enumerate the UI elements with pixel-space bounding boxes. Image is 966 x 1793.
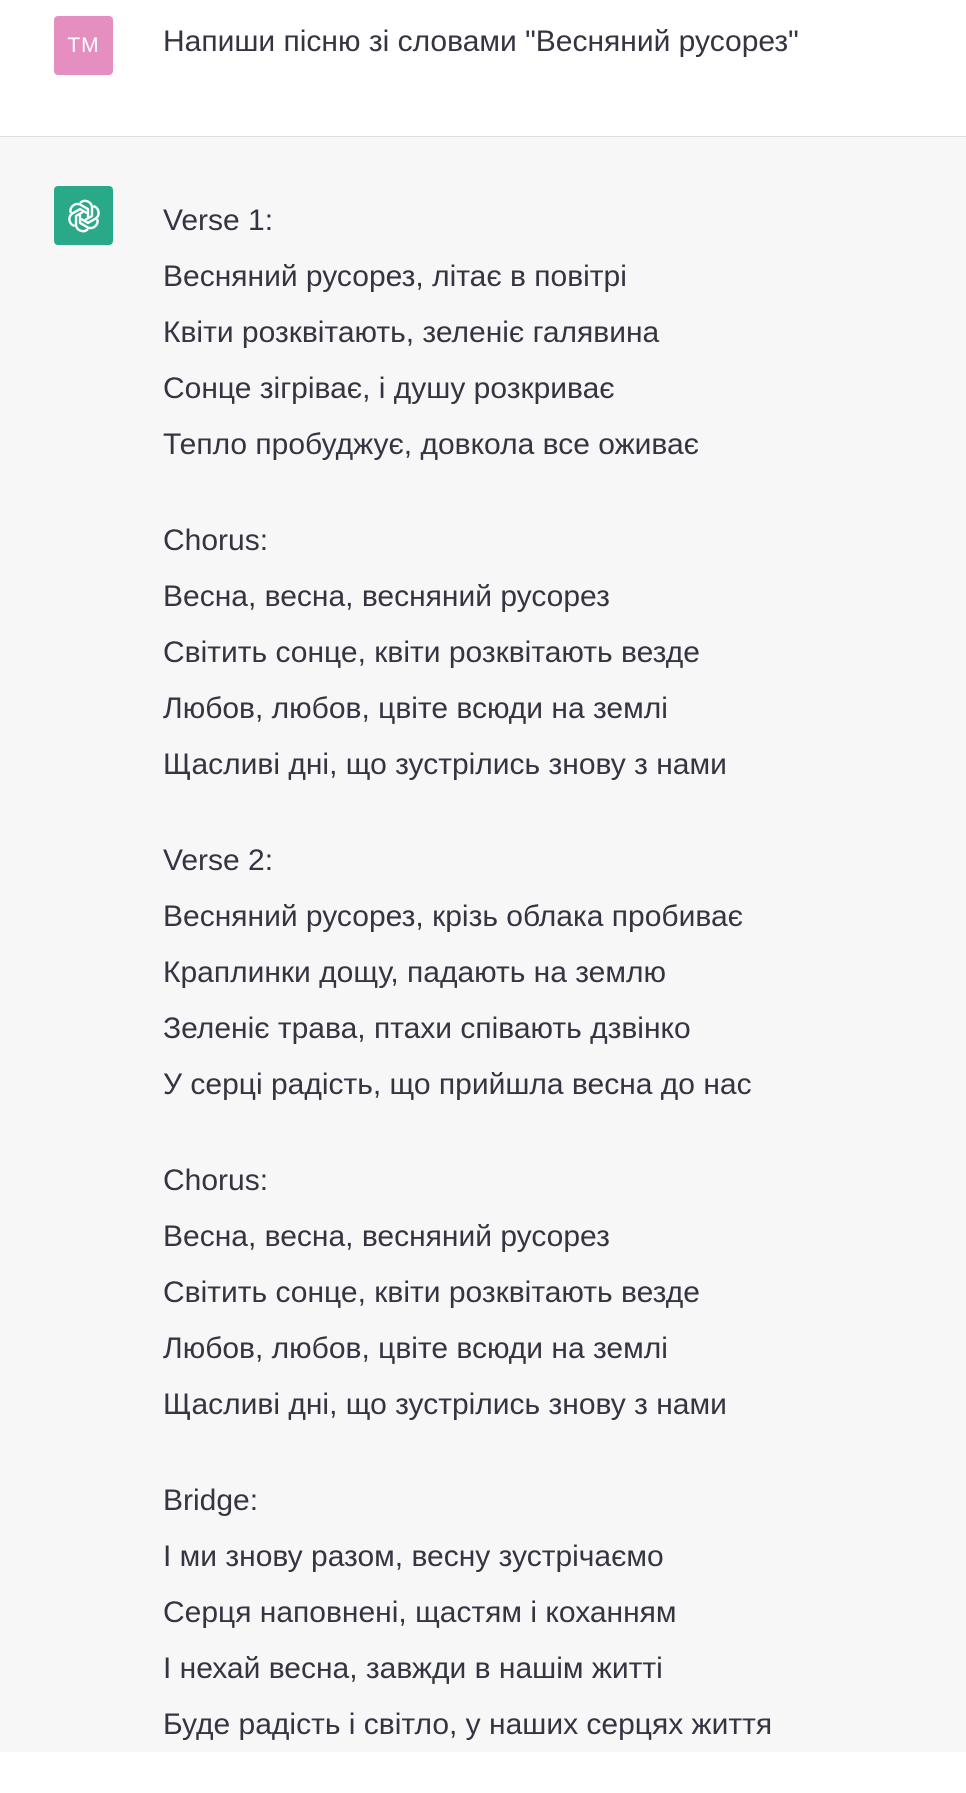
stanza-label: Chorus: [163,524,269,557]
lyric-line: Краплинки дощу, падають на землю [163,956,666,989]
lyric-line: Весняний русорез, літає в повітрі [163,260,627,293]
lyric-line: Світить сонце, квіти розквітають везде [163,636,700,669]
lyric-line: Весняний русорез, крізь облака пробиває [163,900,743,933]
stanza-chorus-1 [163,513,943,793]
lyric-line: Щасливі дні, що зустрілись знову з нами [163,748,727,781]
lyric-line: Зеленіє трава, птахи співають дзвінко [163,1012,691,1045]
stanza-label: Verse 1: [163,204,274,237]
user-avatar [54,16,113,75]
stanza-label: Chorus: [163,1164,269,1197]
lyric-line: У серці радість, що прийшла весна до нас [163,1068,752,1101]
user-avatar-initials: TM [67,33,100,57]
lyric-line: Любов, любов, цвіте всюди на землі [163,692,668,725]
assistant-avatar [54,186,113,245]
openai-logo-icon [62,194,106,238]
stanza-verse-1 [163,193,943,473]
lyric-line: І нехай весна, завжди в нашім житті [163,1652,663,1685]
stanza-chorus-2 [163,1153,943,1433]
lyric-line: Весна, весна, весняний русорез [163,1220,610,1253]
lyric-line: Світить сонце, квіти розквітають везде [163,1276,700,1309]
user-message-text: Напиши пісню зі словами "Весняний русорез" [163,25,799,58]
user-message-row [0,0,966,137]
stanza-label: Bridge: [163,1484,259,1517]
lyric-line: Любов, любов, цвіте всюди на землі [163,1332,668,1365]
lyric-line: Тепло пробуджує, довкола все оживає [163,428,699,461]
stanza-verse-2 [163,833,943,1113]
assistant-response [163,193,943,1793]
lyric-line: І ми знову разом, весну зустрічаємо [163,1540,664,1573]
lyric-line: Серця наповнені, щастям і коханням [163,1596,677,1629]
stanza-bridge [163,1473,943,1753]
lyric-line: Квіти розквітають, зеленіє галявина [163,316,660,349]
lyric-line: Сонце зігріває, і душу розкриває [163,372,615,405]
lyric-line: Буде радість і світло, у наших серцях життя [163,1708,773,1741]
lyric-line: Весна, весна, весняний русорез [163,580,610,613]
stanza-label: Verse 2: [163,844,274,877]
lyric-line: Щасливі дні, що зустрілись знову з нами [163,1388,727,1421]
assistant-message-row [0,137,966,1752]
